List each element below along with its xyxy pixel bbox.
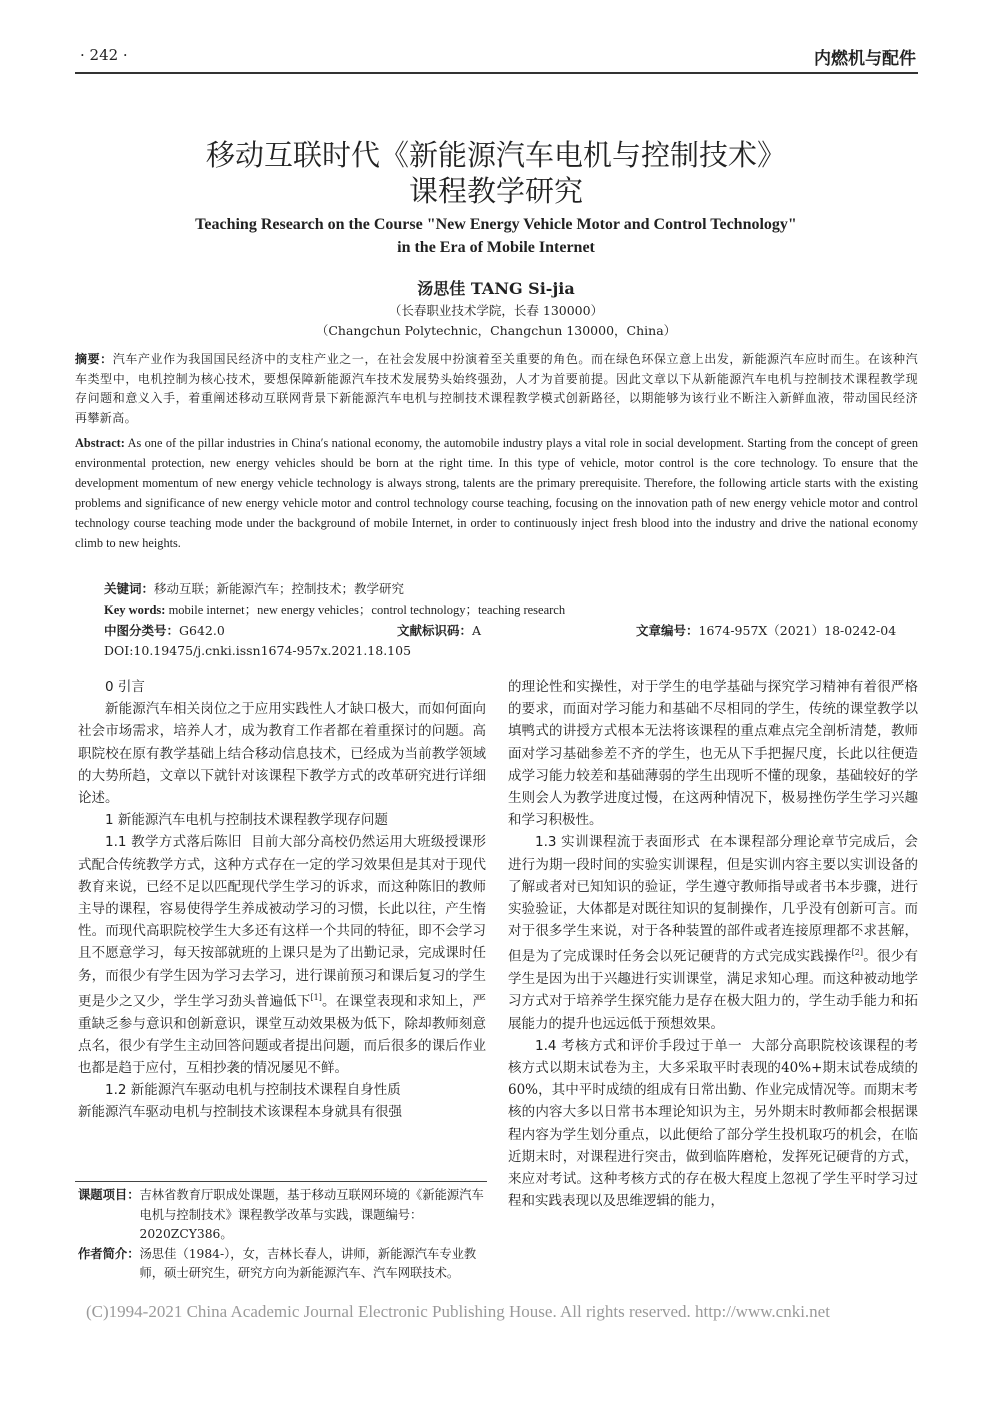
section-1-2-heading: 1.2 新能源汽车驱动电机与控制技术课程自身性质 bbox=[105, 1082, 401, 1099]
author-bio-text: 汤思佳（1984-），女，吉林长春人，讲师，新能源汽车专业教师，硕士研究生，研究方向为新能源汽车、汽车网联技术。 bbox=[139, 1246, 477, 1280]
keywords-zh-text: 移动互联；新能源汽车；控制技术；教学研究 bbox=[154, 581, 405, 596]
right-column bbox=[508, 676, 918, 1212]
section-1-1-text: 目前大部分高校仍然运用大班级授课形式配合传统教学方式，这种方式存在一定的学习效果但是其对于现代教育来说，已经不足以匹配现代学生学习的诉求，而这种陈旧的教师主导的课程，容易使得学生养成被动学习的习惯，长此以往，产生惰性。而现代高职院校学生大多还有这样一个共同的特征，即不会学习且不愿意学习，每天按部就班的上课只是为了出勤记录，完成课时任务，而很少有学生因为学习去学习，进行课前预习和课后复习的学生更是少之又少，学生学习劲头普遍低下 bbox=[78, 834, 486, 1010]
doc-code-label: 文献标识码： bbox=[397, 623, 473, 638]
continued-paragraph: 的理论性和实操性，对于学生的电学基础与探究学习精神有着很严格的要求，而面对学习能力和基础不尽相同的学生，传统的课堂教学以填鸭式的讲授方式根本无法将该课程的重点难点完全剖析清楚，教师面对学习基础参差不齐的学生，也无从下手把握尺度，长此以往便造成学习能力较差和基础薄弱的学生出现听不懂的现象，基础较好的学生则会人为教学进度过慢，在这两种情况下，极易挫伤学生学习兴趣和学习积极性。 bbox=[508, 679, 918, 829]
article-no-value: 1674-957X（2021）18-0242-04 bbox=[698, 623, 897, 638]
section-1-1-heading: 1.1 教学方式落后陈旧 bbox=[105, 834, 242, 851]
section-1-2-text: 新能源汽车驱动电机与控制技术该课程本身就具有很强 bbox=[78, 1104, 402, 1121]
footnote-rule bbox=[75, 1181, 487, 1182]
doc-code bbox=[397, 621, 481, 639]
abstract-en-label: Abstract: bbox=[75, 436, 125, 450]
keywords-en-text: mobile internet；new energy vehicles；control technology；teaching research bbox=[168, 603, 566, 617]
section-1-4-paragraph bbox=[508, 1035, 918, 1213]
author-bio-label: 作者简介： bbox=[78, 1246, 140, 1261]
copyright-watermark: (C)1994-2021 China Academic Journal Electronic Publishing House. All rights reserved. http://www.cnki.net bbox=[86, 1302, 830, 1321]
article-no-label: 文章编号： bbox=[636, 623, 699, 638]
title-en-line1: Teaching Research on the Course "New Energy Vehicle Motor and Control Technology" bbox=[195, 216, 797, 233]
fund-label: 课题项目： bbox=[78, 1188, 140, 1202]
title-en-line2: in the Era of Mobile Internet bbox=[397, 239, 595, 256]
keywords-en-label: Key words: bbox=[104, 603, 166, 617]
keywords-zh-label: 关键词： bbox=[104, 581, 155, 596]
footnote-author bbox=[78, 1245, 486, 1284]
affiliation-zh: （长春职业技术学院，长春 130000） bbox=[388, 303, 604, 318]
page-number: · 242 · bbox=[80, 46, 128, 64]
keywords-en bbox=[104, 600, 565, 618]
abstract-en-text: As one of the pillar industries in China′s national economy, the automobile industry plays a vital role in social development. Starting from the concept of green environmental protection, new energy vehicles should be born at the right time. In this type of vehicle, motor control is the core technology. To ensure that the development momentum of new energy vehicle technology is always strong, talents are the primary prerequisite. Therefore, the following article starts with the existing problems and significance of new energy vehicle motor and control technology course teaching, focusing on the innovation path of new energy vehicle motor and control technology course teaching mode under the background of mobile Internet, in order to continuously inject fresh blood into the industry and drive the national economy climb to new heights. bbox=[75, 436, 918, 550]
fund-text: 吉林省教育厅职成处课题，基于移动互联网环境的《新能源汽车电机与控制技术》课程教学改革与实践，课题编号：2020ZCY386。 bbox=[139, 1188, 484, 1241]
footnote-fund bbox=[78, 1186, 486, 1245]
section-1-4-heading: 1.4 考核方式和评价手段过于单一 bbox=[535, 1037, 743, 1054]
citation-2: [2] bbox=[851, 948, 864, 958]
title-zh-line2: 课程教学研究 bbox=[408, 174, 583, 208]
keywords-zh bbox=[104, 579, 404, 597]
abstract-zh-label: 摘要： bbox=[75, 352, 113, 366]
section-1-1-paragraph bbox=[78, 831, 486, 1079]
section-1-3-heading: 1.3 实训课程流于表面形式 bbox=[535, 834, 701, 851]
section-1-3-paragraph bbox=[508, 831, 918, 1034]
left-column bbox=[78, 676, 486, 1124]
section-0-heading: 0 引言 bbox=[105, 679, 145, 695]
abstract-zh-text: 汽车产业作为我国国民经济中的支柱产业之一，在社会发展中扮演着至关重要的角色。而在绿色环保立意上出发，新能源汽车应时而生。在该种汽车类型中，电机控制为核心技术，要想保障新能源汽车技术发展势头始终强劲，人才为首要前提。因此文章以下从新能源汽车电机与控制技术课程教学现存问题和意义入手，着重阐述移动互联网背景下新能源汽车电机与控制技术课程教学模式创新路径，以期能够为该行业不断注入新鲜血液，带动国民经济再攀新高。 bbox=[75, 352, 919, 425]
clc-label: 中图分类号： bbox=[104, 623, 180, 638]
article-number bbox=[636, 621, 896, 639]
header-rule bbox=[75, 72, 918, 74]
section-1-1-text-2: 。在课堂表现和求知上，严重缺乏参与意识和创新意识，课堂互动效果极为低下，除却教师刻意点名，很少有学生主动回答问题或者提出问题，而后很多的课后作业也都是趋于应付，互相抄袭的情况屡见不鲜。 bbox=[78, 993, 487, 1076]
section-0-paragraph: 新能源汽车相关岗位之于应用实践性人才缺口极大，而如何面向社会市场需求，培养人才，成为教育工作者都在着重探讨的问题。高职院校在原有教学基础上结合移动信息技术，已经成为当前教学领域的大势所趋，文章以下就针对该课程下教学方式的改革研究进行详细论述。 bbox=[78, 701, 486, 807]
doc-code-value: A bbox=[472, 623, 482, 638]
section-1-3-text: 在本课程部分理论章节完成后，会进行为期一段时间的实验实训课程，但是实训内容主要以实训设备的了解或者对已知知识的验证，学生遵守教师指导或者书本步骤，进行实验验证，大体都是对既往知识的复制操作，几乎没有创新可言。而对于很多学生来说，对于各种装置的部件或者连接原理都不求甚解，但是为了完成课时任务会以死记硬背的方式完成实践操作 bbox=[508, 834, 919, 965]
clc-number bbox=[104, 621, 225, 639]
author-name: 汤思佳 TANG Si-jia bbox=[417, 279, 575, 298]
clc-value: G642.0 bbox=[179, 623, 225, 638]
abstract-en bbox=[75, 434, 918, 553]
section-1-4-text: 大部分高职院校该课程的考核方式以期末试卷为主，大多采取平时表现的40%+期末试卷成绩的60%，其中平时成绩的组成有日常出勤、作业完成情况等。而期末考核的内容大多以日常书本理论知识为主，另外期末时教师都会根据课程内容为学生划分重点，以此便给了部分学生投机取巧的机会，在临近期末时，对课程进行突击，做到临阵磨枪，发挥死记硬背的方式，来应对考试。这种考核方式的存在极大程度上忽视了学生平时学习过程和实践表现以及思维逻辑的能力， bbox=[508, 1037, 919, 1210]
section-1-heading: 1 新能源汽车电机与控制技术课程教学现存问题 bbox=[105, 812, 388, 829]
doi: DOI:10.19475/j.cnki.issn1674-957x.2021.18.105 bbox=[104, 643, 412, 658]
footnotes bbox=[78, 1186, 486, 1284]
abstract-zh bbox=[75, 350, 918, 428]
section-1-3-text-2: 。很少有学生是因为出于兴趣进行实训课堂，满足求知心理。而这种被动地学习方式对于培养学生探究能力是存在极大阻力的，学生动手能力和拓展能力的提升也远远低于预想效果。 bbox=[508, 948, 919, 1032]
title-zh-line1: 移动互联时代《新能源汽车电机与控制技术》 bbox=[205, 138, 786, 172]
affiliation-en: （Changchun Polytechnic，Changchun 130000，China） bbox=[315, 323, 677, 338]
journal-name: 内燃机与配件 bbox=[814, 49, 916, 69]
citation-1: [1] bbox=[310, 992, 322, 1002]
